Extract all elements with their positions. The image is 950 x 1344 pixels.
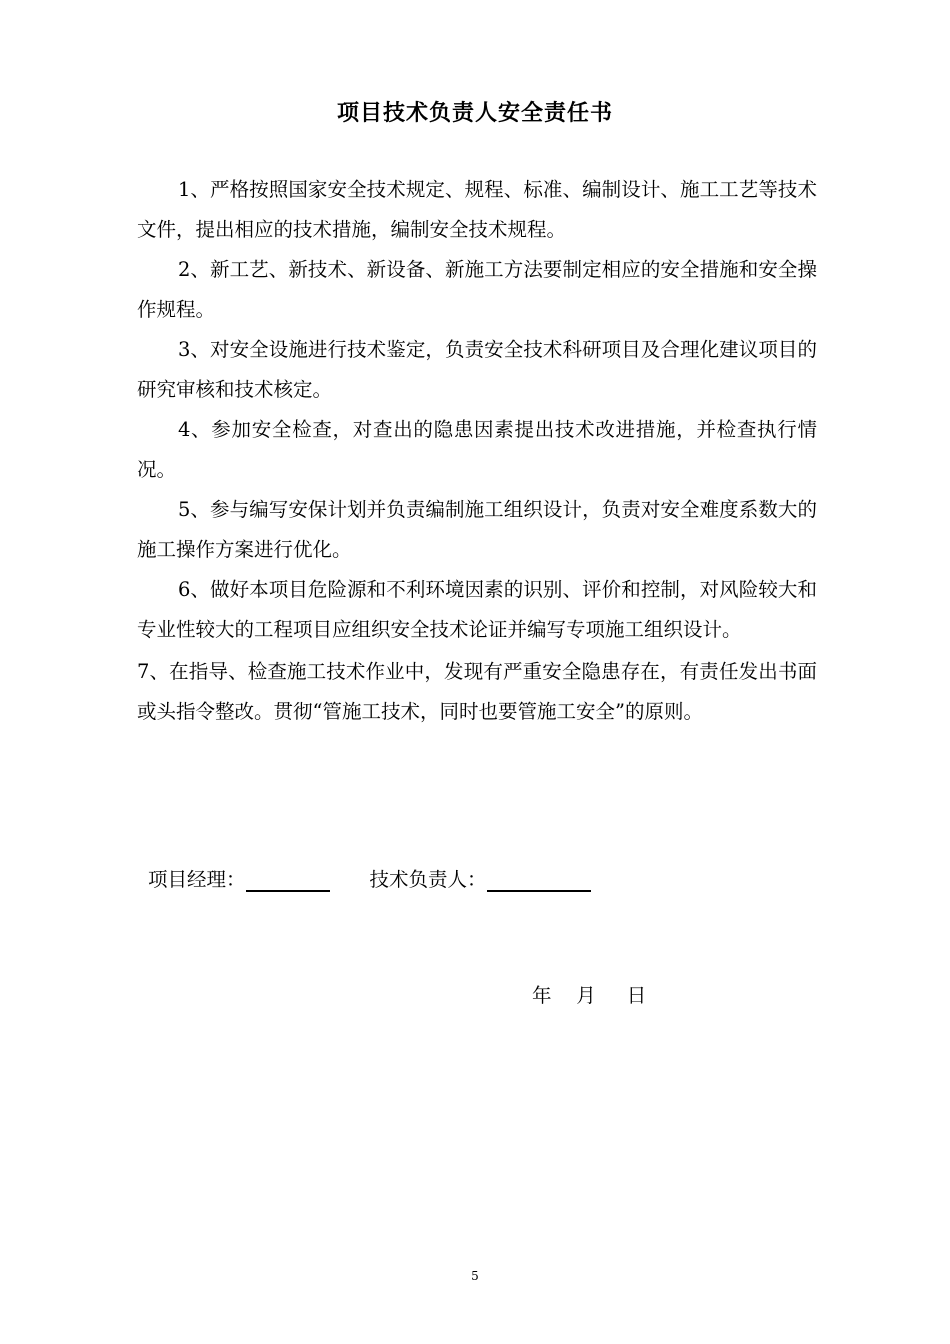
signature-block [148, 862, 591, 898]
clause-1: 1、严格按照国家安全技术规定、规程、标准、编制设计、施工工艺等技术文件，提出相应的技术措施，编制安全技术规程。 [137, 178, 817, 241]
clause-2: 2、新工艺、新技术、新设备、新施工方法要制定相应的安全措施和安全操作规程。 [137, 258, 817, 321]
project-manager-signature-line [246, 862, 330, 892]
clause-3: 3、对安全设施进行技术鉴定，负责安全技术科研项目及合理化建议项目的研究审核和技术核定。 [137, 338, 817, 401]
document-title: 项目技术负责人安全责任书 [336, 101, 613, 126]
clause-5: 5、参与编写安保计划并负责编制施工组织设计，负责对安全难度系数大的施工操作方案进行优化。 [137, 498, 817, 561]
project-manager-label: 项目经理： [148, 868, 246, 891]
date-line: 年 月 日 [532, 984, 647, 1007]
document-body [137, 170, 817, 732]
clause-4: 4、参加安全检查，对查出的隐患因素提出技术改进措施，并检查执行情况。 [137, 418, 817, 481]
page-number: 5 [471, 1269, 479, 1283]
tech-lead-label: 技术负责人： [369, 868, 487, 891]
clause-7: 7、在指导、检查施工技术作业中，发现有严重安全隐患存在，有责任发出书面或头指令整改。贯彻“管施工技术，同时也要管施工安全”的原则。 [137, 660, 817, 723]
clause-6: 6、做好本项目危险源和不利环境因素的识别、评价和控制，对风险较大和专业性较大的工程项目应组织安全技术论证并编写专项施工组织设计。 [137, 578, 817, 641]
tech-lead-signature-line [487, 862, 591, 892]
